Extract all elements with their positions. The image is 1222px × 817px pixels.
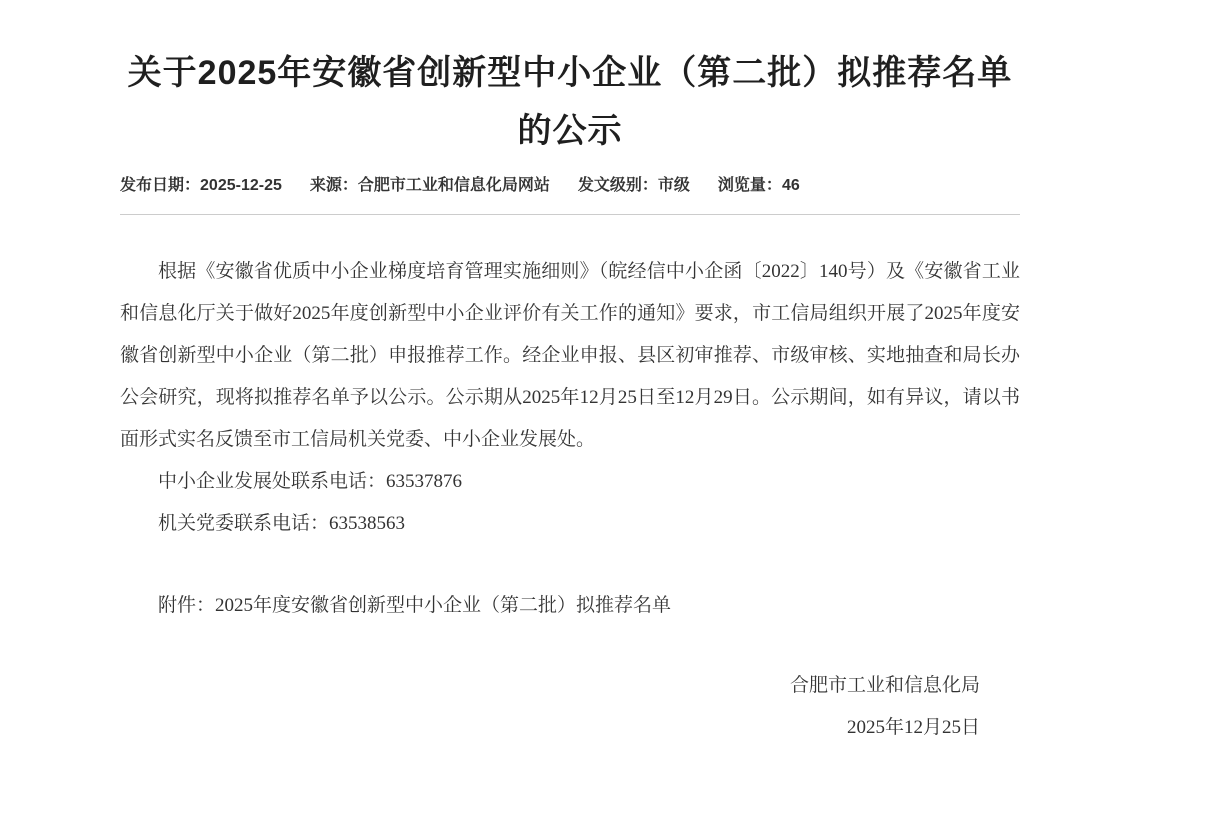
meta-view-count-value: 46 (781, 177, 800, 194)
article-meta-row (120, 176, 1020, 196)
article-container (120, 0, 1020, 749)
meta-doc-level (578, 176, 690, 196)
contact-line-party-committee: 机关党委联系电话：63538563 (158, 513, 406, 534)
main-paragraph: 根据《安徽省优质中小企业梯度培育管理实施细则》（皖经信中小企函〔2022〕140号）及《安徽省工业和信息化厅关于做好2025年度创新型中小企业评价有关工作的通知》要求，市工信局组织开展了2025年度安徽省创新型中小企业（第二批）申报推荐工作。经企业申报、县区初审推荐、市级审核、实地抽查和局长办公会研究，现将拟推荐名单予以公示。公示期从2025年12月25日至12月29日。公示期间，如有异议，请以书面形式实名反馈至市工信局机关党委、中小企业发展处。 (120, 261, 1020, 450)
meta-source (310, 176, 550, 196)
meta-view-count-label: 浏览量： (717, 177, 782, 194)
meta-source-value: 合肥市工业和信息化局网站 (357, 177, 550, 194)
meta-publish-date-label: 发布日期： (120, 177, 201, 194)
meta-publish-date (120, 176, 282, 196)
meta-publish-date-value: 2025-12-25 (200, 177, 282, 194)
contact-line-development-division: 中小企业发展处联系电话：63537876 (158, 471, 463, 492)
page-title: 关于2025年安徽省创新型中小企业（第二批）拟推荐名单的公示 (127, 54, 1013, 150)
attachment-link[interactable]: 附件：2025年度安徽省创新型中小企业（第二批）拟推荐名单 (158, 595, 672, 616)
meta-source-label: 来源： (309, 177, 358, 194)
meta-view-count (718, 176, 800, 196)
meta-doc-level-value: 市级 (657, 177, 690, 194)
signature-date: 2025年12月25日 (846, 717, 980, 738)
header-divider (120, 214, 1020, 215)
article-body (120, 251, 1020, 749)
signature-organization: 合肥市工业和信息化局 (789, 675, 980, 696)
meta-doc-level-label: 发文级别： (577, 177, 658, 194)
